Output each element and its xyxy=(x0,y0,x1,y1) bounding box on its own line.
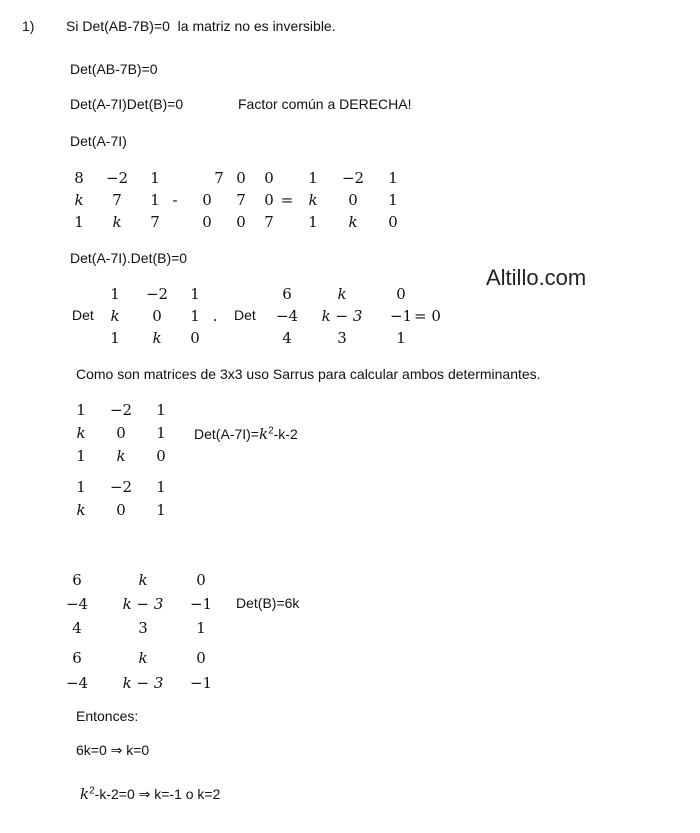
sa-1-1: 0 xyxy=(116,424,126,442)
sa-4-2: 1 xyxy=(156,501,166,519)
sb-1-1: k − 3 xyxy=(122,595,164,613)
sb-3-2: 0 xyxy=(196,649,206,667)
sb-4-2: −1 xyxy=(189,674,213,692)
det-b-2-1: 3 xyxy=(337,329,347,347)
sb-0-2: 0 xyxy=(196,571,206,589)
det-dot: . xyxy=(212,307,218,325)
eq-m1-0-1: −2 xyxy=(105,169,129,187)
sb-0-0: 6 xyxy=(72,571,82,589)
sb-2-1: 3 xyxy=(138,619,148,637)
eq-m2-0-1: 0 xyxy=(236,169,246,187)
sa-3-1: −2 xyxy=(109,478,133,496)
det-b-label: Det xyxy=(234,307,256,323)
line-factor-note: Factor común a DERECHA! xyxy=(238,96,412,112)
det-b-0-1: k xyxy=(337,285,347,303)
eq-m3-1-2: 1 xyxy=(388,191,398,209)
det-b-1-0: −4 xyxy=(275,307,299,325)
sa-4-0: k xyxy=(76,501,86,519)
sa-2-1: k xyxy=(116,447,126,465)
det-equals-zero: = 0 xyxy=(414,307,441,325)
det-b-0-0: 6 xyxy=(282,285,292,303)
eq-m1-2-0: 1 xyxy=(74,213,84,231)
eq-m3-1-1: 0 xyxy=(348,191,358,209)
eq-m2-2-1: 0 xyxy=(236,213,246,231)
eq-m2-1-1: 7 xyxy=(236,191,246,209)
conclusion-2: $k^2-k-2=0$ ⇒ k=-1 o k=2 xyxy=(80,785,221,803)
sa-0-2: 1 xyxy=(156,401,166,419)
det-a-2-0: 1 xyxy=(110,329,120,347)
altillo-watermark: Altillo.com xyxy=(486,265,587,290)
eq-m3-2-0: 1 xyxy=(308,213,318,231)
eq-m1-2-2: 7 xyxy=(150,213,160,231)
eq-m3-1-0: k xyxy=(308,191,318,209)
eq-minus-sign: - xyxy=(172,191,178,209)
det-a-label: Det xyxy=(72,307,94,323)
line-factorized: Det(A-7I)Det(B)=0 xyxy=(70,96,184,112)
eq-m3-0-2: 1 xyxy=(388,169,398,187)
eq-m1-0-0: 8 xyxy=(74,169,84,187)
det-a-result: $Det(A-7I)=k^2-k-2$ xyxy=(194,425,298,443)
sb-4-1: k − 3 xyxy=(122,674,164,692)
sb-4-0: −4 xyxy=(65,674,89,692)
sb-1-0: −4 xyxy=(65,595,89,613)
sa-0-1: −2 xyxy=(109,401,133,419)
det-b-2-2: 1 xyxy=(396,329,406,347)
det-b-2-0: 4 xyxy=(282,329,292,347)
sa-3-2: 1 xyxy=(156,478,166,496)
eq-m1-1-1: 7 xyxy=(112,191,122,209)
eq-m1-1-0: k xyxy=(74,191,84,209)
line-det-ab-7b: Det(AB-7B)=0 xyxy=(70,61,158,77)
sa-0-0: 1 xyxy=(76,401,86,419)
eq-m3-2-1: k xyxy=(348,213,358,231)
sa-2-2: 0 xyxy=(156,447,166,465)
det-b-0-2: 0 xyxy=(396,285,406,303)
sa-2-0: 1 xyxy=(76,447,86,465)
eq-m2-1-2: 0 xyxy=(264,191,274,209)
sarrus-note: Como son matrices de 3x3 uso Sarrus para calcular ambos determinantes. xyxy=(76,366,541,382)
sa-4-1: 0 xyxy=(116,501,126,519)
det-a-1-0: k xyxy=(110,307,120,325)
det-a-0-2: 1 xyxy=(190,285,200,303)
sb-3-0: 6 xyxy=(72,649,82,667)
eq-m3-2-2: 0 xyxy=(388,213,398,231)
sb-2-2: 1 xyxy=(196,619,206,637)
eq-m1-0-2: 1 xyxy=(150,169,160,187)
det-a-2-2: 0 xyxy=(190,329,200,347)
sa-3-0: 1 xyxy=(76,478,86,496)
eq-m3-0-0: 1 xyxy=(308,169,318,187)
line-det-product: Det(A-7I).Det(B)=0 xyxy=(70,250,188,266)
sa-1-2: 1 xyxy=(156,424,166,442)
det-b-1-1: k − 3 xyxy=(321,307,363,325)
det-a-2-1: k xyxy=(152,329,162,347)
sb-0-1: k xyxy=(138,571,148,589)
sa-1-0: k xyxy=(76,424,86,442)
line-det-a-7i: Det(A-7I) xyxy=(70,133,127,149)
sb-3-1: k xyxy=(138,649,148,667)
problem-number: 1) xyxy=(22,18,35,34)
eq-m2-0-0: 7 xyxy=(214,169,224,187)
eq-m2-1-0: 0 xyxy=(202,191,212,209)
eq-equals-sign: = xyxy=(280,191,294,209)
problem-statement: Si Det(AB-7B)=0 la matriz no es inversible. xyxy=(66,18,336,34)
eq-m2-0-2: 0 xyxy=(264,169,274,187)
eq-m1-1-2: 1 xyxy=(150,191,160,209)
det-b-result: Det(B)=6k xyxy=(236,595,300,611)
eq-m2-2-2: 7 xyxy=(264,213,274,231)
det-a-1-1: 0 xyxy=(152,307,162,325)
entonces-label: Entonces: xyxy=(76,708,139,724)
det-b-1-2: −1 xyxy=(389,307,413,325)
eq-m1-2-1: k xyxy=(112,213,122,231)
conclusion-1: 6k=0 ⇒ k=0 xyxy=(76,742,150,758)
sb-1-2: −1 xyxy=(189,595,213,613)
det-a-0-1: −2 xyxy=(145,285,169,303)
sb-2-0: 4 xyxy=(72,619,82,637)
det-a-1-2: 1 xyxy=(190,307,200,325)
det-a-0-0: 1 xyxy=(110,285,120,303)
eq-m2-2-0: 0 xyxy=(202,213,212,231)
eq-m3-0-1: −2 xyxy=(341,169,365,187)
